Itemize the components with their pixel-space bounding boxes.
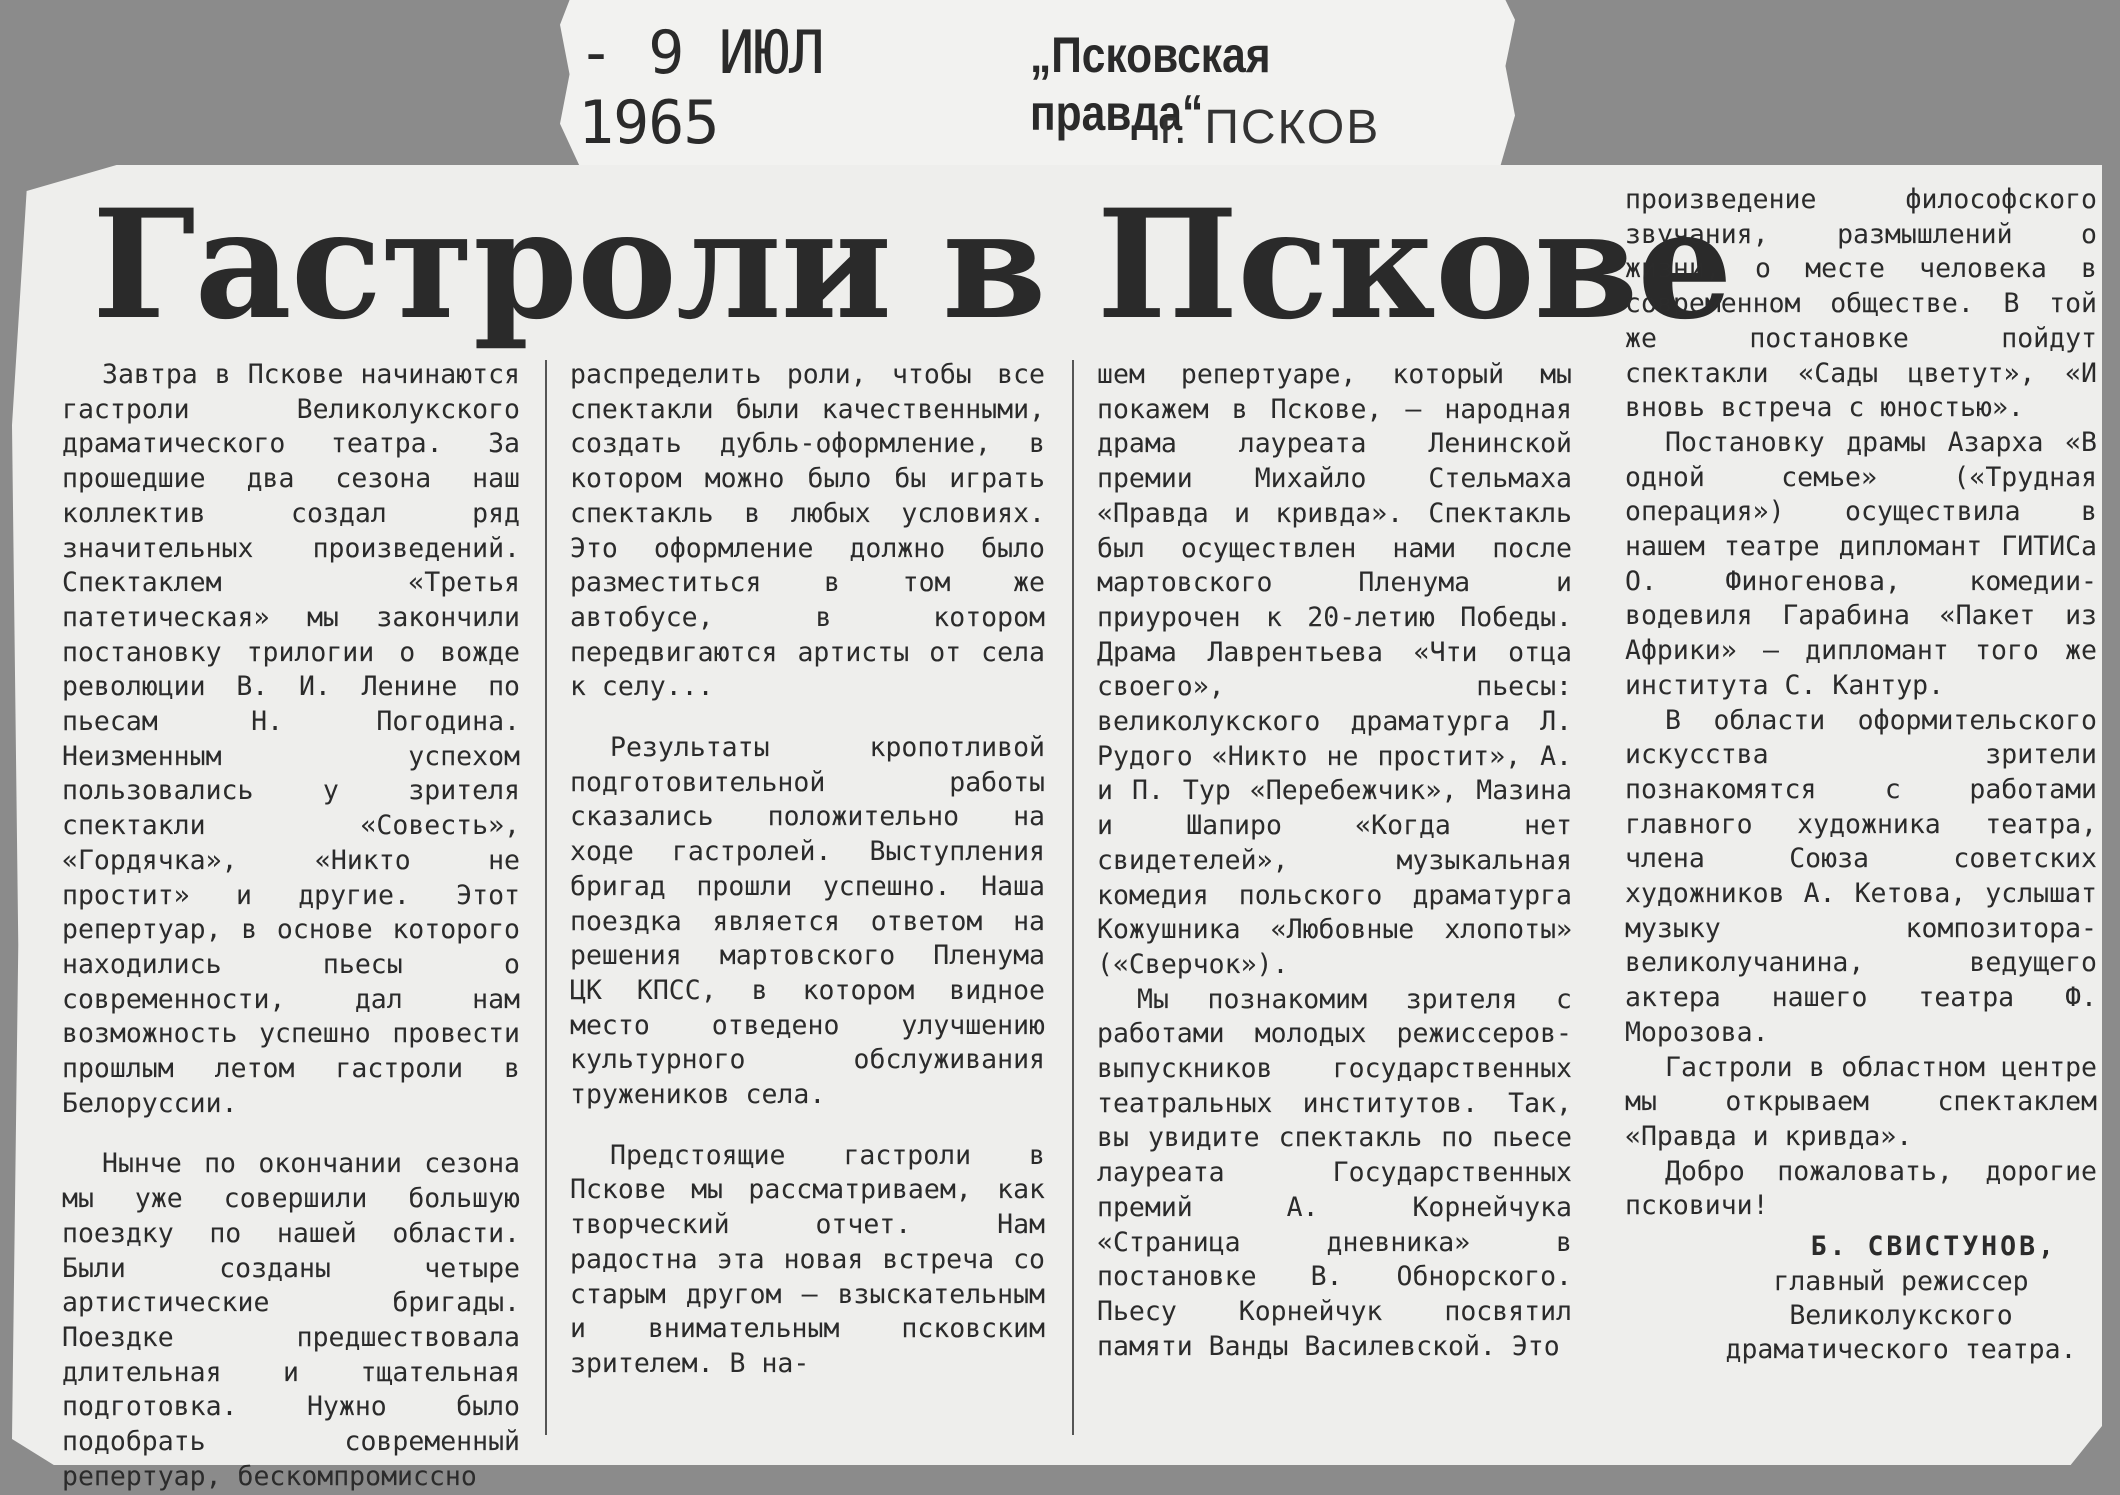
stamp-newspaper-name: „Псковская правда“: [1030, 27, 1271, 141]
author-name: Б. СВИСТУНОВ,: [1810, 1231, 2057, 1263]
article-column-3: [1097, 358, 1572, 1438]
article-column-2: [570, 358, 1045, 1438]
paragraph: распределить роли, чтобы все спектакли были качественными, создать дубль-оформление, в котором можно было бы играть спектакль в любых условиях. Это оформление должно было разместиться в том же автобусе, в котором передвигаются артисты от села к селу...: [570, 359, 1045, 703]
paragraph: Гастроли в областном центре мы открываем спектаклем «Правда и кривда».: [1625, 1051, 2097, 1152]
stamp-city: г. ПСКОВ: [1160, 101, 1381, 154]
column-rule: [545, 360, 547, 1435]
paragraph: В области оформительского искусства зрители познакомятся с работами главного художника театра, члена Союза советских художников А. Кетова, услышат музыку композитора-великолучанина, ведущего актера нашего театра Ф. Морозова.: [1625, 704, 2097, 1048]
paragraph: произведение философского звучания, размышлений о жизни, о месте человека в современном обществе. В той же постановке пойдут спектакли «Сады цветут», «И вновь встреча с юностью».: [1625, 184, 2097, 424]
article-column-4: [1625, 183, 2097, 1473]
paragraph: Нынче по окончании сезона мы уже совершили большую поездку по нашей области. Были созданы четыре артистические бригады. Поездке предшествовала длительная и тщательная подготовка. Нужно было подобрать современный репертуар, бескомпромиссно: [62, 1148, 520, 1492]
article-headline: Гастроли в Пскове: [92, 177, 1732, 353]
paragraph: Добро пожаловать, дорогие псковичи!: [1625, 1155, 2097, 1222]
paragraph: Предстоящие гастроли в Пскове мы рассматриваем, как творческий отчет. Нам радостна эта новая встреча со старым другом — взыскательным и внимательным псковским зрителем. В на-: [570, 1139, 1045, 1379]
signature-block: [1625, 1230, 2097, 1367]
paragraph: шем репертуаре, который мы покажем в Пскове, — народная драма лауреата Ленинской премии Михайло Стельмаха «Правда и кривда». Спектакль был осуществлен нами после мартовского Пленума и приурочен к 20-летию Победы. Драма Лаврентьева «Чти отца своего», пьесы: великолукского драматурга Л. Рудого «Никто не простит», А. и П. Тур «Перебежчик», Мазина и Шапиро «Когда нет свидетелей», музыкальная комедия польского драматурга Кожушника «Любовные хлопоты» («Сверчок»).: [1097, 359, 1572, 980]
author-role: главный режиссер Великолукского драматического театра.: [1725, 1265, 2077, 1365]
column-rule: [1072, 360, 1074, 1435]
paragraph: Результаты кропотливой подготовительной работы сказались положительно на ходе гастролей. Выступления бригад прошли успешно. Наша поездка является ответом на решения мартовского Пленума ЦК КПСС, в котором видное место отведено улучшению культурного обслуживания тружеников села.: [570, 732, 1045, 1111]
paragraph: Мы познакомим зрителя с работами молодых режиссеров-выпускников государственных театральных институтов. Так, вы увидите спектакль по пьесе лауреата Государственных премий А. Корнейчука «Страница дневника» в постановке В. Обнорского. Пьесу Корнейчук посвятил памяти Ванды Василевской. Это: [1097, 983, 1572, 1362]
article-column-1: [62, 358, 520, 1492]
paragraph: Завтра в Пскове начинаются гастроли Великолукского драматического театра. За прошедшие два сезона наш коллектив создал ряд значительных произведений. Спектаклем «Третья патетическая» мы закончили постановку трилогии о вожде революции В. И. Ленине по пьесам Н. Погодина. Неизменным успехом пользовались у зрителя спектакли «Совесть», «Гордячка», «Никто не простит» и другие. Этот репертуар, в основе которого находились пьесы о современности, дал нам возможность успешно провести прошлым летом гастроли в Белоруссии.: [62, 359, 520, 1119]
paragraph: Постановку драмы Азарха «В одной семье» («Трудная операция») осуществила в нашем театре дипломант ГИТИСа О. Финогенова, комедии-водевиля Гарабина «Пакет из Африки» — дипломант того же института С. Кантур.: [1625, 426, 2097, 701]
stamp-date: - 9 ИЮЛ 1965: [578, 18, 824, 158]
